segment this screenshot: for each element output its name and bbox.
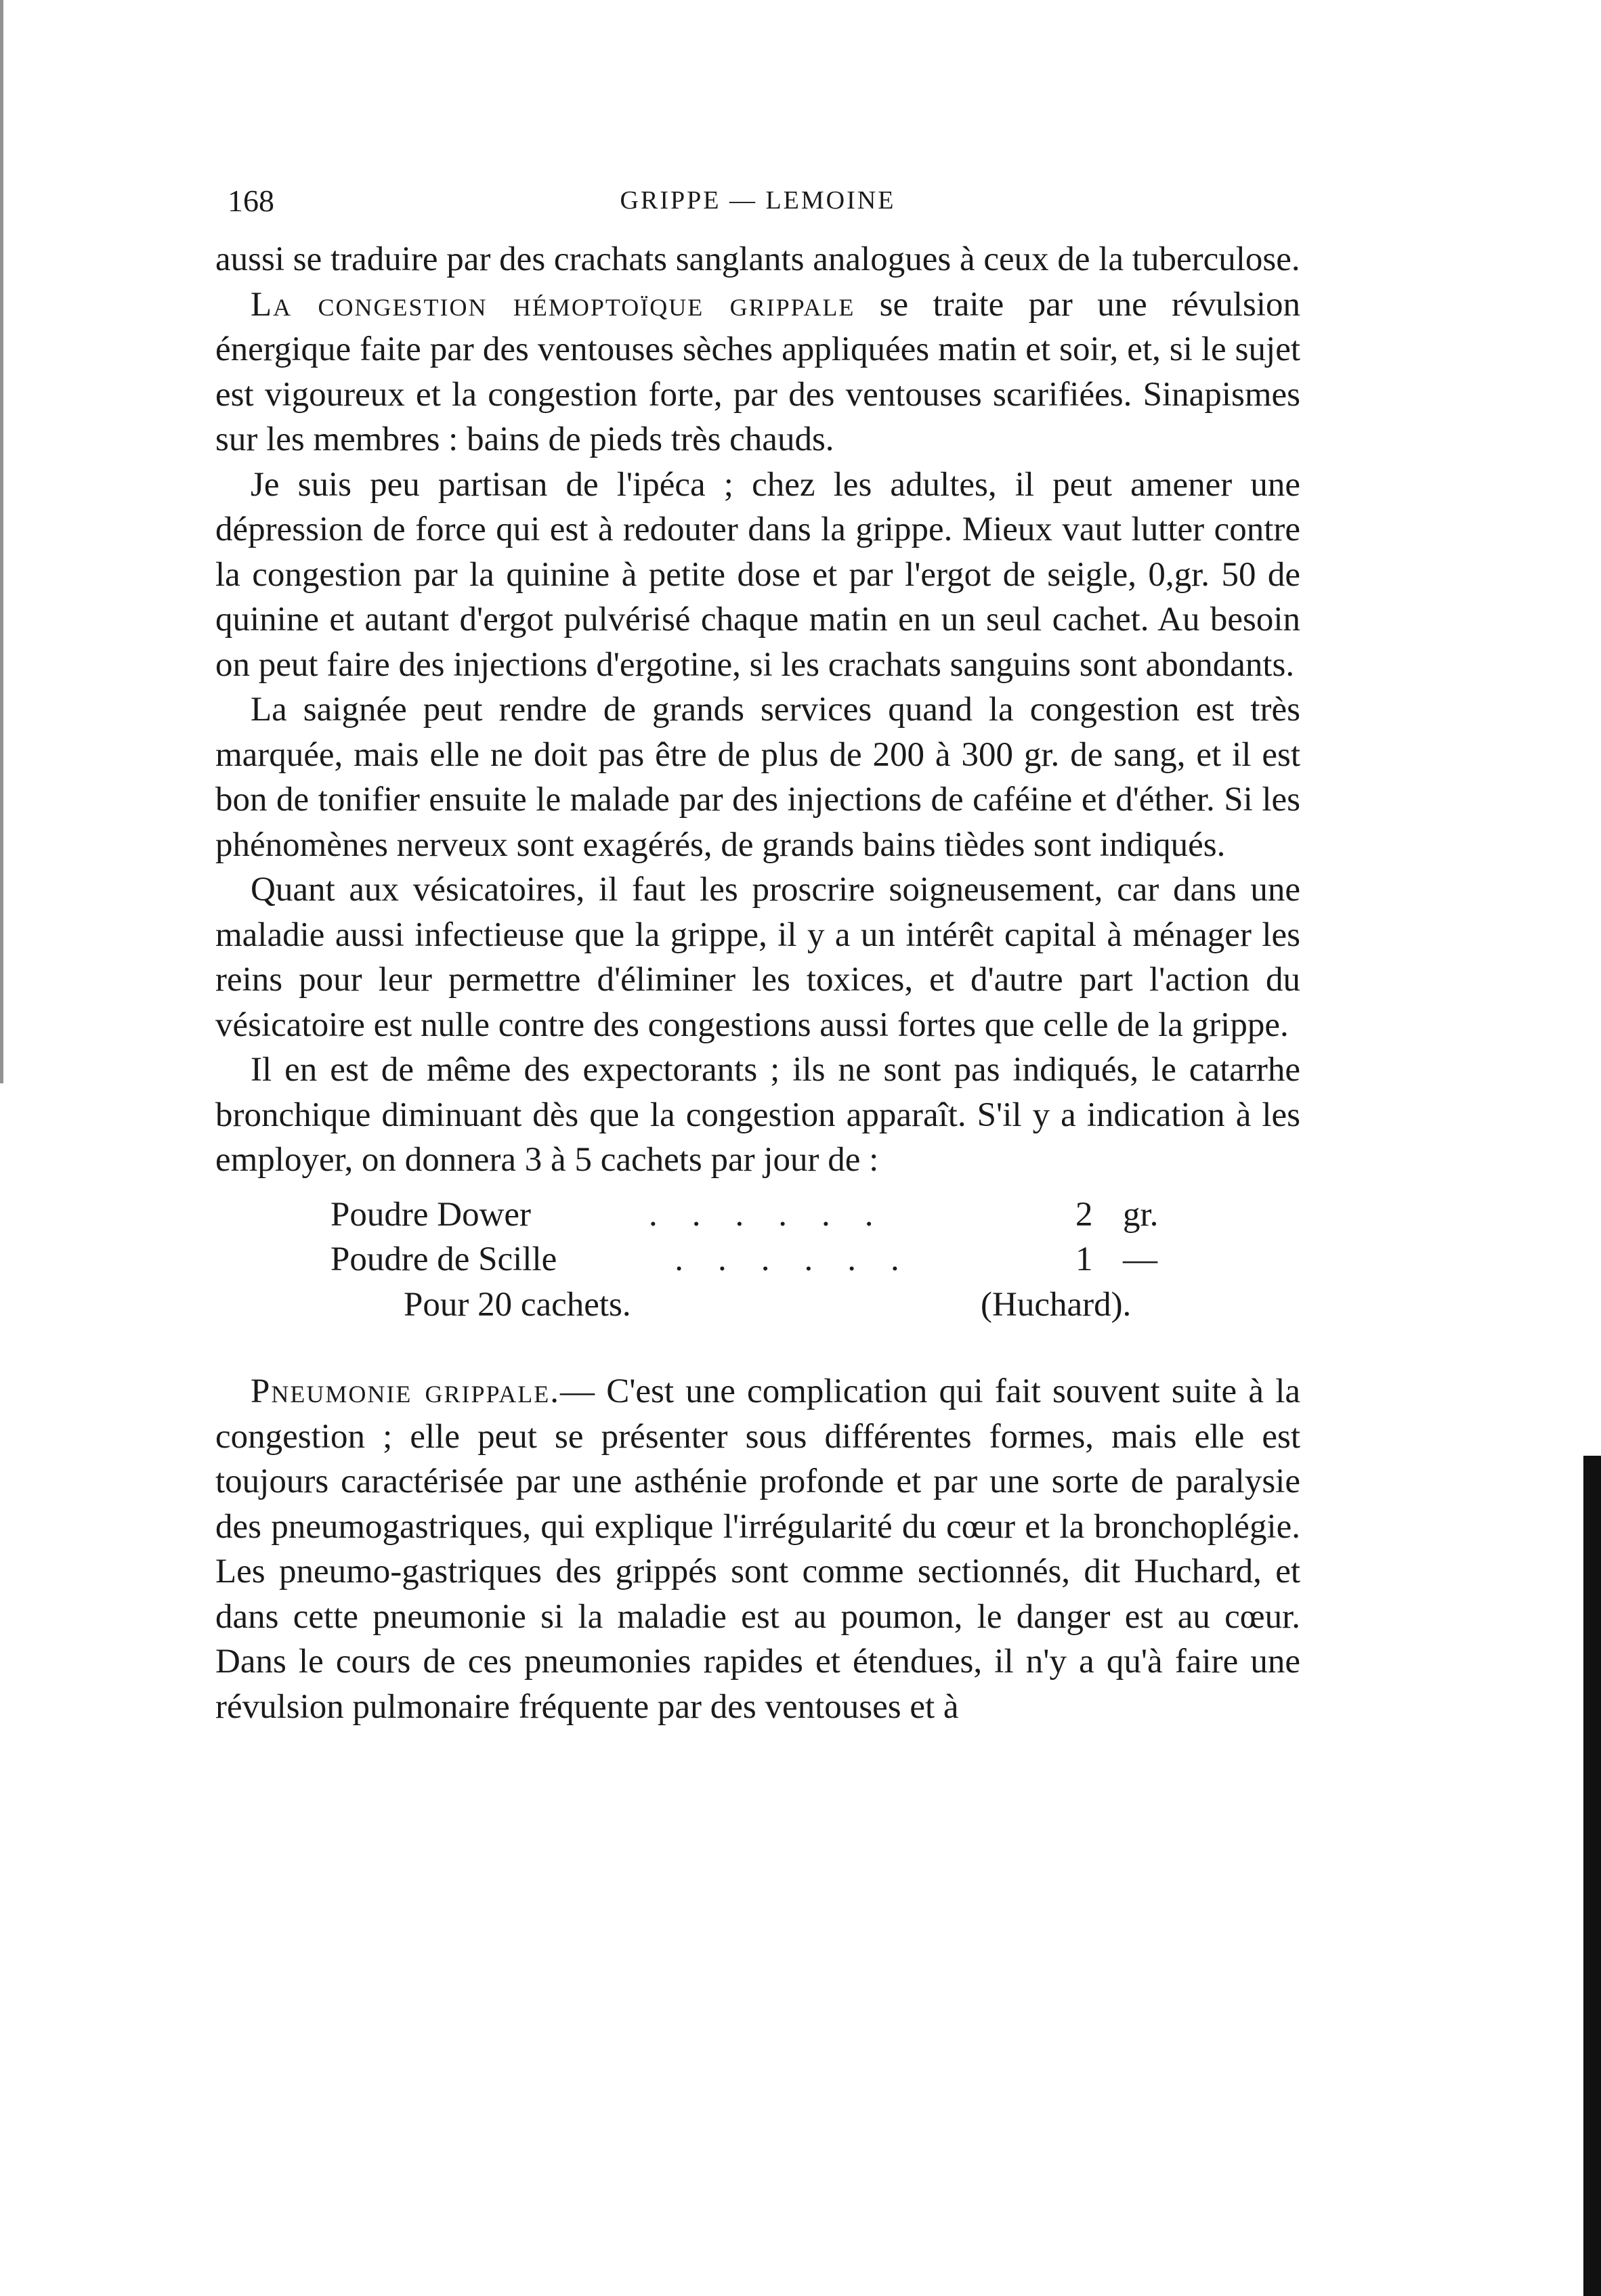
paragraph-vesicatoires: Quant aux vésicatoires, il faut les proscrire soigneusement, car dans une maladie aussi infectieuse que la grippe, il y a un intérêt capital à ménager les reins pour leur permettre d'éliminer les toxices, et d'autre part l'action du vésicatoire est nulle contre des congestions aussi fortes que celle de la grippe.	[215, 871, 1300, 1044]
recipe-leader-dots: . . . . . .	[649, 1240, 899, 1278]
section-gap	[215, 1327, 1300, 1369]
recipe-line	[215, 1192, 1300, 1238]
recipe-line	[215, 1237, 1300, 1282]
paragraph-saignee: La saignée peut rendre de grands services quand la congestion est très marquée, mais elle ne doit pas être de plus de 200 à 300 gr. de sang, et il est bon de tonifier ensuite le malade par des injections de caféine et d'éther. Si les phénomènes nerveux sont exagérés, de grands bains tièdes sont indiqués.	[215, 691, 1300, 864]
running-title: GRIPPE — LEMOINE	[620, 186, 896, 215]
recipe-item-name: Poudre Dower	[330, 1195, 532, 1234]
page-number: 168	[228, 183, 274, 218]
recipe-item-unit: —	[1123, 1240, 1157, 1278]
paragraph-pneumonie-text: — C'est une complication qui fait souvent suite à la congestion ; elle peut se présenter sous différentes formes, mais elle est toujours caractérisée par une asthénie profonde et par une sorte de paralysie des pneumogastriques, qui explique l'irrégularité du cœur et la bronchoplégie. Les pneumo-gastriques des grippés sont comme sectionnés, dit Huchard, et dans cette pneumonie si la maladie est au poumon, le danger est au cœur. Dans le cours de ces pneumonies rapides et étendues, il n'y a qu'à faire une révulsion pulmonaire fréquente par des ventouses et à	[215, 1372, 1300, 1726]
paragraph-congestion	[215, 282, 1300, 462]
recipe-item-name: Poudre de Scille	[330, 1240, 557, 1278]
scan-right-edge	[1583, 1456, 1601, 2296]
recipe-item-unit: gr.	[1123, 1195, 1159, 1234]
paragraph-continuation: aussi se traduire par des crachats sanglants analogues à ceux de la tuberculose.	[215, 240, 1300, 278]
scan-left-edge	[0, 0, 7, 1083]
section-heading-congestion: La congestion hémoptoïque grippale	[251, 285, 855, 324]
recipe-footer	[215, 1282, 1300, 1328]
recipe-author: (Huchard).	[981, 1285, 1132, 1324]
recipe-leader-dots: . . . . . .	[649, 1195, 874, 1234]
running-head	[215, 163, 1300, 237]
paragraph-expectorants: Il en est de même des expectorants ; ils ne sont pas indiqués, le catarrhe bronchique diminuant dès que la congestion apparaît. S'il y a indication à les employer, on donnera 3 à 5 cachets par jour de :	[215, 1051, 1300, 1179]
body-text-pneumonie	[215, 1369, 1300, 1729]
paragraph-pneumonie	[215, 1369, 1300, 1729]
recipe-item-quantity: 1	[1075, 1240, 1093, 1278]
recipe-note: Pour 20 cachets.	[404, 1285, 631, 1324]
recipe-item-quantity: 2	[1075, 1195, 1093, 1234]
book-page	[215, 163, 1300, 1729]
paragraph-congestion-text: se traite par une révulsion énergique faite par des ventouses sèches appliquées matin et soir, et, si le sujet est vigoureux et la congestion forte, par des ventouses scarifiées. Sinapismes sur les membres : bains de pieds très chauds.	[215, 285, 1300, 458]
section-heading-pneumonie: Pneumonie grippale.	[251, 1372, 560, 1410]
paragraph-ipeca: Je suis peu partisan de l'ipéca ; chez les adultes, il peut amener une dépression de force qui est à redouter dans la grippe. Mieux vaut lutter contre la congestion par la quinine à petite dose et par l'ergot de seigle, 0,gr. 50 de quinine et autant d'ergot pulvérisé chaque matin en un seul cachet. Au besoin on peut faire des injections d'ergotine, si les crachats sanguins sont abondants.	[215, 465, 1300, 684]
body-text	[215, 237, 1300, 1183]
recipe	[215, 1192, 1300, 1328]
